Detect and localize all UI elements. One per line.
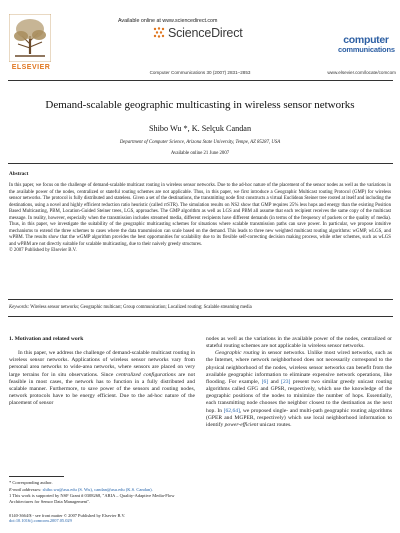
paragraph [206,350,392,429]
body-column-right [206,336,392,429]
emphasis-text: centralized configurations [116,371,176,378]
journal-logo-line1: computer [343,34,389,46]
abstract-copyright: © 2007 Published by Elsevier B.V. [9,248,77,254]
doi-link[interactable]: doi:10.1016/j.comcom.2007.05.029 [9,518,72,524]
article-title: Demand-scalable geographic multicasting in wireless sensor networks [45,99,355,111]
sciencedirect-logo [152,24,243,42]
abstract-top-divider [8,163,393,164]
paragraph-text: present two similar greedy unicast routing algorithms called GFG and GPSR, respectively, which use the knowledge of the geographic positions of the nodes to minimize the number of hops. Essentially, each transmitting node chooses the neighbor closest to the destination as the next hop. In [206,378,392,414]
issn-line: 0140-3664/$ - see front matter © 2007 Published by Elsevier B.V. [9,513,126,518]
available-online-text: Available online at www.sciencedirect.com [118,18,218,24]
paragraph-text: unicast routes. [258,421,292,428]
journal-citation: Computer Communications 30 (2007) 2831–2853 [149,70,251,75]
elsevier-tree-logo [9,14,51,62]
footnote-divider [9,476,64,477]
section-heading: 1. Motivation and related work [9,336,84,342]
footnote-funding: 1 This work is supported by NSF Grant # 0308268, "ARIA – Quality-Adaptive Media-Flow Architectures for Sensor Data Management". [9,493,175,504]
keywords-line [9,305,391,310]
publisher-name: ELSEVIER [11,64,51,71]
body-top-divider [8,316,393,317]
paragraph-text: are not feasible in most cases, the network has to function in a fully distributed and scalable manner. Furthermore, to save power of the sensors and routing nodes, network protocols have to be energy efficient. Due to the ad-hoc nature of the placement of sensor [9,371,195,407]
article-authors: Shibo Wu *, K. Selçuk Candan [148,124,252,133]
journal-logo-line2: communications [338,45,395,54]
email-links[interactable]: shibo.wu@asu.edu (S. Wu), candan@asu.edu (K.S. Candan). [42,486,153,492]
emphasis-text: power-efficient [224,421,259,428]
sciencedirect-wordmark: ScienceDirect [168,26,243,40]
citation-link[interactable]: [62,64] [223,407,240,414]
header-divider [8,80,393,81]
sciencedirect-mark-icon [152,26,166,40]
citation-link[interactable]: [23] [281,378,291,385]
journal-url-link[interactable]: www.elsevier.com/locate/comcom [327,70,396,75]
footnotes [9,476,195,505]
keywords-list: Wireless sensor networks; Geographic multicast; Group communication; Localized routing; Scalable streaming media [30,305,252,310]
paragraph-text: , we proposed single- and multi-path geographic routing algorithms (GPER and MGPER, respectively) which use local neighborhood information to identify [206,407,392,428]
citation-link[interactable]: [6] [261,378,269,385]
paragraph-text: In this paper, we address the challenge of demand-scalable multicast routing in wireless sensor networks. Applications of wireless sensor networks vary from personal area networks to wide-area networks, where sensors are placed on very large terrains for in situ observations. Since [9,350,195,378]
paragraph [9,350,195,407]
email-label: E-mail addresses: [9,486,43,492]
author-affiliation: Department of Computer Science, Arizona State University, Tempe, AZ 85287, USA [119,140,281,145]
keywords-label: Keywords: [9,305,30,310]
keywords-divider [8,299,393,300]
abstract-heading: Abstract [9,171,29,177]
available-online-date: Available online 21 June 2007 [170,151,230,156]
footnote-corresponding: * Corresponding author. [9,480,53,485]
body-column-left [9,336,195,407]
journal-header [0,0,400,84]
paragraph-text: in sensor networks. Unlike most wired networks, such as the Internet, where network neighborhood does not necessarily correspond to the physical neighborhood of the nodes, wireless sensor networks can benefit from the available geographic information to eliminate expensive network operations, like flooding. For example, [206,350,392,385]
journal-logo [338,36,394,54]
footnote-emails [9,487,195,493]
paragraph-text: and [268,378,282,385]
paragraph: nodes as well as the variations in the available power of the nodes, centralized or stateful routing schemes are not applicable in wireless sensor networks. [206,336,392,350]
front-matter-info [9,513,195,524]
abstract-body [9,183,391,255]
emphasis-text: Geographic routing [215,350,260,357]
abstract-text: In this paper, we focus on the challenge of demand-scalable multicast routing in wireless sensor networks. Due to the ad-hoc nature of the placement of the sensor nodes as well as the variations in the available power of the nodes, centralized or stateful routing schemes are not applicable. Thus, in this paper, we first introduce a Geographic Multicast routing Protocol (GMP) for wireless sensor networks. The protocol is fully distributed and stateless. Given a set of the destinations, the transmitting node first constructs a virtual Euclidean Steiner tree rooted at itself and including the destinations, using a novel and highly efficient reduction ratio heuristic (called rrSTR). The simulation results on NS2 show that GMP requires 25% less hops and energy than the existing Position Based Multicasting, PBM, Location-Guided Steiner trees, LGS, approaches. The GMP algorithm as well as LGS and PBM all assume that each recipient receives the same copy of the multicast message. In reality, however, especially when the transmission includes streamed media, different recipients have different demands (in terms of the frequency of packets or the quality of media). Thus, in this paper, we investigate the suitability of the geographic multicasting schemes for situations where scalable transmission paths can save power. In particular, we propose intuitive mechanisms to extend the three schemes to cases where the data transmission can scale based on the demand. This leads to three new weighted multicast routing algorithms: wGMP, wLGS, and wPBM. The results show that the wGMP algorithm provides the best opportunities for scalability due to its flexible self-correcting decision making process, while other schemes, such as wLGS and wPBM are not directly suitable for scalable multicasting, due to their naively greedy structures. [9,183,391,247]
